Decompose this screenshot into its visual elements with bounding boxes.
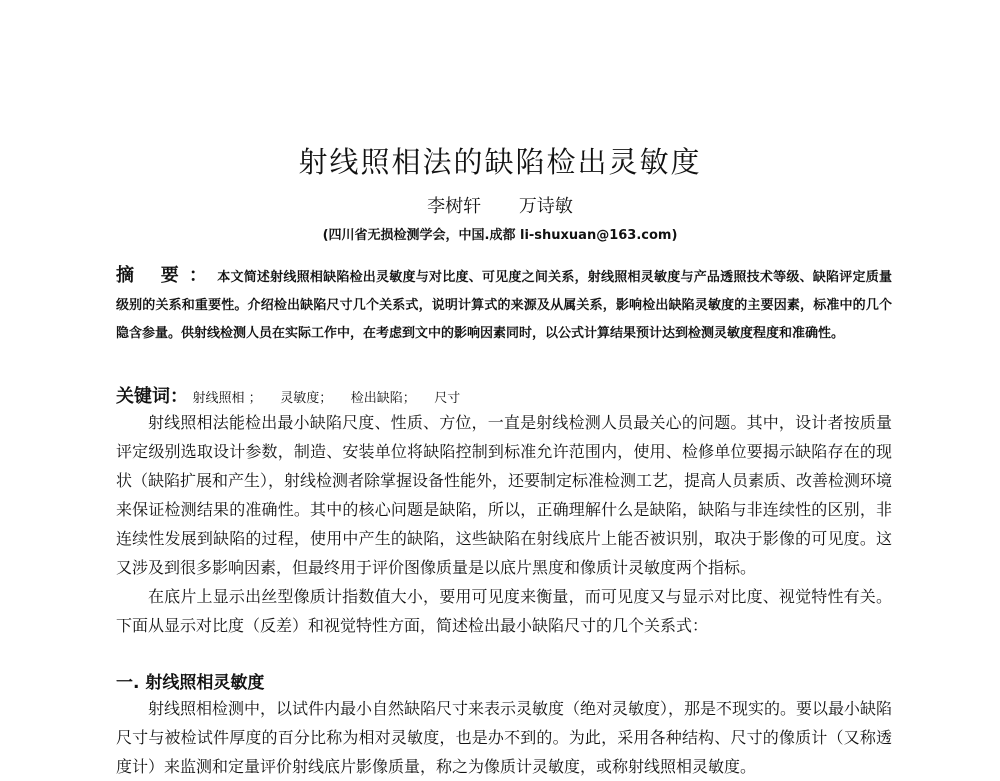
- keyword: 射线照相 ；: [192, 391, 262, 406]
- affiliation: (四川省无损检测学会，中国.成都 li-shuxuan@163.com): [322, 228, 678, 243]
- author-list: [0, 192, 1000, 218]
- keyword: 尺寸: [434, 391, 461, 406]
- body-paragraph: 射线照相检测中，以试件内最小自然缺陷尺寸来表示灵敏度（绝对灵敏度），那是不现实的。要以最小缺陷尺寸与被检试件厚度的百分比称为相对灵敏度，也是办不到的。为此，采用各种结构、尺寸的像质计（又称透度计）来监测和定量评价射线底片影像质量，称之为像质计灵敏度，或称射线照相灵敏度。: [116, 699, 893, 776]
- abstract-text: 本文简述射线照相缺陷检出灵敏度与对比度、可见度之间关系，射线照相灵敏度与产品透照技术等级、缺陷评定质量级别的关系和重要性。介绍检出缺陷尺寸几个关系式，说明计算式的来源及从属关系，影响检出缺陷灵敏度的主要因素，标准中的几个隐含参量。供射线检测人员在实际工作中，在考虑到文中的影响因素同时，以公式计算结果预计达到检测灵敏度程度和准确性。: [116, 270, 892, 341]
- keyword: 检出缺陷；: [350, 391, 416, 406]
- keyword: 灵敏度；: [280, 391, 333, 406]
- paper-title: 射线照相法的缺陷检出灵敏度: [298, 145, 702, 179]
- section-body: [116, 694, 892, 781]
- body-paragraph: 射线照相法能检出最小缺陷尺度、性质、方位，一直是射线检测人员最关心的问题。其中，设计者按质量评定级别选取设计参数，制造、安装单位将缺陷控制到标准允许范围内，使用、检修单位要揭示缺陷存在的现状（缺陷扩展和产生），射线检测者除掌握设备性能外，还要制定标准检测工艺，提高人员素质、改善检测环境来保证检测结果的准确性。其中的核心问题是缺陷，所以，正确理解什么是缺陷，缺陷与非连续性的区别，非连续性发展到缺陷的过程，使用中产生的缺陷，这些缺陷在射线底片上能否被识别，取决于影像的可见度。这又涉及到很多影响因素，但最终用于评价图像质量是以底片黑度和像质计灵敏度两个指标。: [116, 413, 893, 577]
- body-paragraph: 在底片上显示出丝型像质计指数值大小，要用可见度来衡量，而可见度又与显示对比度、视觉特性有关。下面从显示对比度（反差）和视觉特性方面，简述检出最小缺陷尺寸的几个关系式：: [116, 587, 892, 635]
- keywords-label: 关键词：: [116, 386, 188, 407]
- author-name: 万诗敏: [518, 196, 573, 217]
- author-name: 李树轩: [427, 196, 482, 217]
- abstract-label: 摘 要：: [116, 265, 218, 286]
- abstract: [116, 262, 892, 348]
- section-heading: 一. 射线照相灵敏度: [116, 673, 265, 693]
- intro-body: [116, 408, 892, 640]
